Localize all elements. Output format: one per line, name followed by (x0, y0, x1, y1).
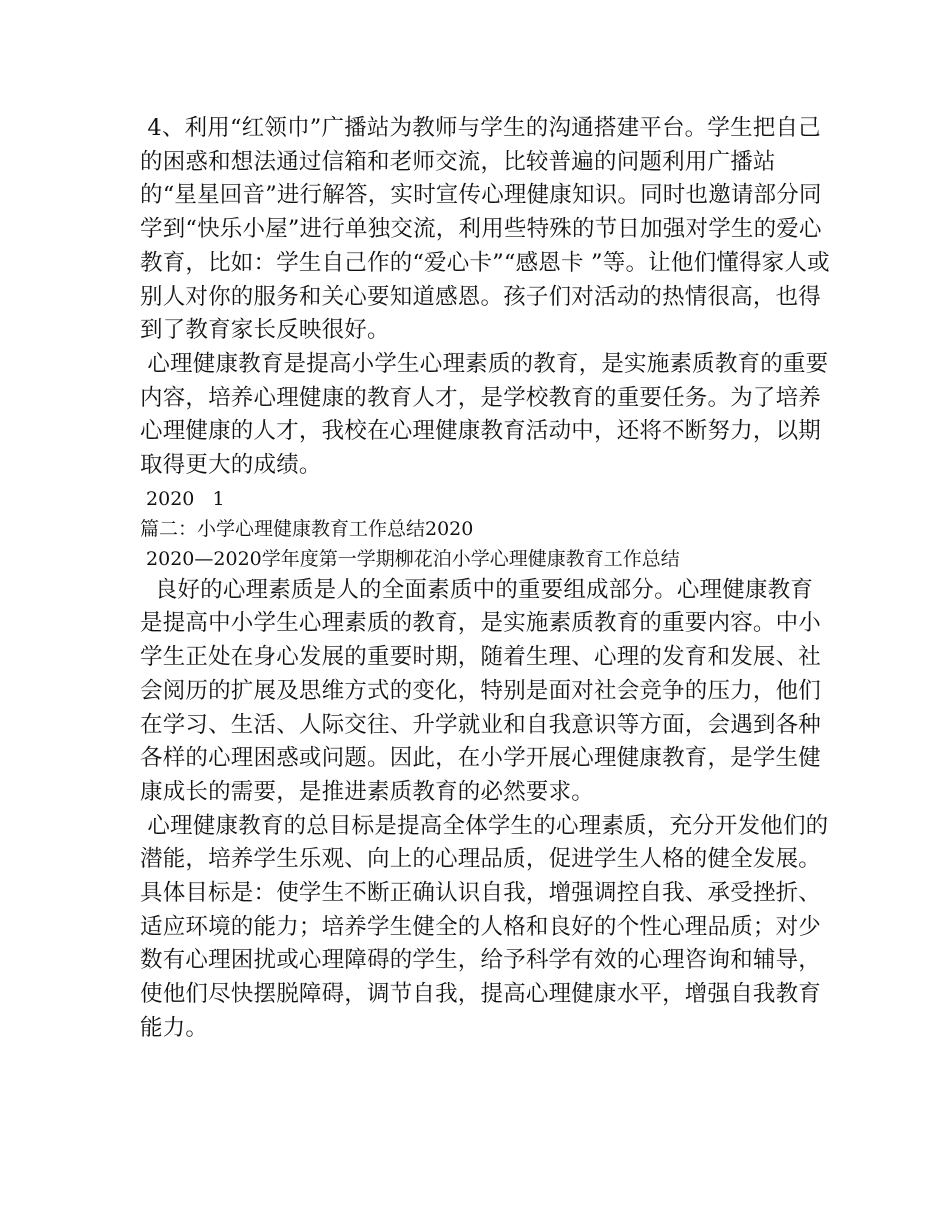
date-line: 2020 1 (140, 487, 225, 510)
paragraph-overall-goals: 心理健康教育的总目标是提高全体学生的心理素质，充分开发他们的潜能，培养学生乐观、向上的心理品质，促进学生人格的健全发展。具体目标是：使学生不断正确认识自我，增强调控自我、承受挫折、适应环境的能力；培养学生健全的人格和良好的个性心理品质；对少数有心理困扰或心理障碍的学生，给予科学有效的心理咨询和辅导，使他们尽快摆脱障碍，调节自我，提高心理健康水平，增强自我教育能力。 (140, 812, 829, 1041)
paragraph-broadcast-station: 4、利用“红领巾”广播站为教师与学生的沟通搭建平台。学生把自己的困惑和想法通过信箱和老师交流，比较普遍的问题利用广播站的“星星回音”进行解答，实时宣传心理健康知识。同时也邀请部分同学到“快乐小屋”进行单独交流，利用些特殊的节日加强对学生的爱心教育，比如：学生自己作的“爱心卡”“感恩卡 ”等。让他们懂得家人或别人对你的服务和关心要知道感恩。孩子们对活动的热情很高，也得到了教育家长反映很好。 (140, 115, 830, 344)
paragraph-mental-health-importance: 心理健康教育是提高小学生心理素质的教育，是实施素质教育的重要内容，培养心理健康的教育人才，是学校教育的重要任务。为了培养心理健康的人才，我校在心理健康教育活动中，还将不断努力，以期取得更大的成绩。 (140, 350, 829, 479)
document-body (140, 112, 830, 1046)
paragraph-psychological-quality: 良好的心理素质是人的全面素质中的重要组成部分。心理健康教育是提高中小学生心理素质的教育，是实施素质教育的重要内容。中小学生正处在身心发展的重要时期，随着生理、心理的发育和发展、社会阅历的扩展及思维方式的变化，特别是面对社会竞争的压力，他们在学习、生活、人际交往、升学就业和自我意识等方面，会遇到各种各样的心理困惑或问题。因此，在小学开展心理健康教育，是学生健康成长的需要，是推进素质教育的必然要求。 (140, 576, 822, 805)
section-heading: 篇二：小学心理健康教育工作总结2020 (140, 517, 474, 540)
section-subtitle: 2020—2020学年度第一学期柳花泊小学心理健康教育工作总结 (140, 547, 680, 570)
